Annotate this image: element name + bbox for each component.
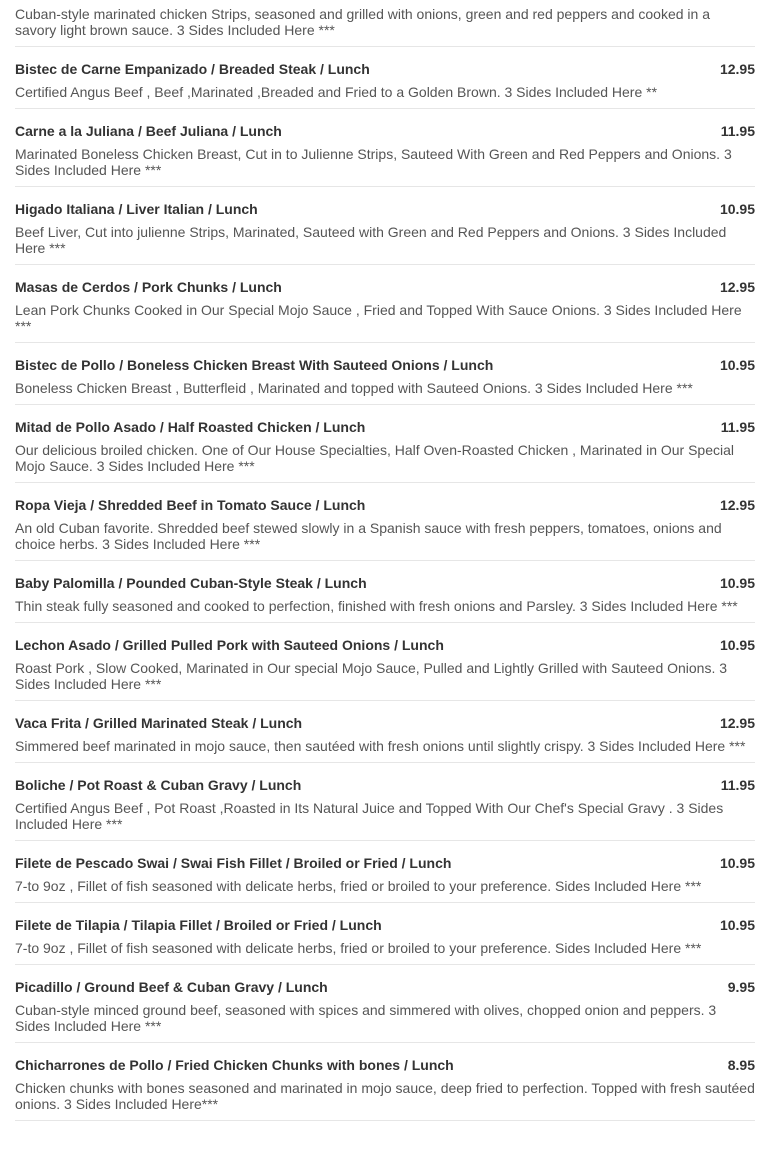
menu-item-description: Cuban-style marinated chicken Strips, seasoned and grilled with onions, green and red peppers and cooked in a savory light brown sauce. 3 Sides Included Here ***: [15, 6, 710, 38]
menu-item-name: Higado Italiana / Liver Italian / Lunch: [15, 201, 258, 217]
menu-item-price: 11.95: [720, 419, 755, 435]
menu-item-price: 12.95: [719, 61, 755, 77]
menu-item-header: [15, 357, 755, 373]
menu-item-name: Ropa Vieja / Shredded Beef in Tomato Sauce / Lunch: [15, 497, 366, 513]
menu-item-header: [15, 497, 755, 513]
menu-item-price: 12.95: [719, 497, 755, 513]
menu-item-description: Cuban-style minced ground beef, seasoned with spices and simmered with olives, chopped onion and peppers. 3 Sides Included Here ***: [15, 1002, 717, 1034]
menu-item-bistec-empanizado[interactable]: [15, 47, 755, 109]
menu-item-description: Chicken chunks with bones seasoned and marinated in mojo sauce, deep fried to perfection. Topped with fresh sautéed onions. 3 Sides Included Here***: [15, 1080, 755, 1112]
menu-item-header: [15, 637, 755, 653]
menu-item-masas-cerdo[interactable]: [15, 265, 755, 343]
menu-item-price: 10.95: [719, 575, 755, 591]
menu-item-header: [15, 61, 755, 77]
menu-item-chicharrones-pollo[interactable]: [15, 1043, 755, 1121]
menu-item-name: Carne a la Juliana / Beef Juliana / Lunch: [15, 123, 282, 139]
menu-item-header: [15, 575, 755, 591]
menu-item-description: An old Cuban favorite. Shredded beef stewed slowly in a Spanish sauce with fresh peppers, tomatoes, onions and choice herbs. 3 Sides Included Here ***: [15, 520, 722, 552]
menu-item-mitad-pollo-asado[interactable]: [15, 405, 755, 483]
menu-item-header: [15, 123, 755, 139]
menu-item-price: 10.95: [719, 855, 755, 871]
menu-item-name: Picadillo / Ground Beef & Cuban Gravy / Lunch: [15, 979, 328, 995]
menu-item-description: Thin steak fully seasoned and cooked to perfection, finished with fresh onions and Parsley. 3 Sides Included Here ***: [15, 598, 738, 614]
menu-item-header: [15, 777, 755, 793]
menu-item-ropa-vieja[interactable]: [15, 483, 755, 561]
menu-item-name: Vaca Frita / Grilled Marinated Steak / Lunch: [15, 715, 303, 731]
menu-item-price: 12.95: [719, 715, 755, 731]
menu-item-description: Marinated Boneless Chicken Breast, Cut in to Julienne Strips, Sauteed With Green and Red Peppers and Onions. 3 Sides Included Here ***: [15, 146, 732, 178]
menu-item-pollo-salteado[interactable]: [15, 0, 755, 47]
menu-item-description: Lean Pork Chunks Cooked in Our Special Mojo Sauce , Fried and Topped With Sauce Onions. 3 Sides Included Here ***: [15, 302, 742, 334]
menu-item-description: Certified Angus Beef , Beef ,Marinated ,Breaded and Fried to a Golden Brown. 3 Sides Included Here **: [15, 84, 658, 100]
menu-item-boliche[interactable]: [15, 763, 755, 841]
menu-item-header: [15, 419, 755, 435]
menu-item-name: Bistec de Pollo / Boneless Chicken Breast With Sauteed Onions / Lunch: [15, 357, 494, 373]
menu-item-name: Chicharrones de Pollo / Fried Chicken Chunks with bones / Lunch: [15, 1057, 454, 1073]
menu-item-header: [15, 1057, 755, 1073]
menu-item-higado-italiana[interactable]: [15, 187, 755, 265]
menu-item-vaca-frita[interactable]: [15, 701, 755, 763]
menu-item-price: 12.95: [719, 279, 755, 295]
menu-item-header: [15, 855, 755, 871]
menu-list: [15, 0, 755, 1121]
menu-item-filete-tilapia[interactable]: [15, 903, 755, 965]
menu-item-description: Boneless Chicken Breast , Butterfleid , Marinated and topped with Sauteed Onions. 3 Sides Included Here ***: [15, 380, 693, 396]
menu-item-description: Certified Angus Beef , Pot Roast ,Roasted in Its Natural Juice and Topped With Our Chef's Special Gravy . 3 Sides Included Here ***: [15, 800, 724, 832]
menu-item-baby-palomilla[interactable]: [15, 561, 755, 623]
menu-item-bistec-pollo[interactable]: [15, 343, 755, 405]
menu-item-picadillo[interactable]: [15, 965, 755, 1043]
menu-item-description: Roast Pork , Slow Cooked, Marinated in Our special Mojo Sauce, Pulled and Lightly Grilled with Sauteed Onions. 3 Sides Included Here ***: [15, 660, 728, 692]
menu-item-description: 7-to 9oz , Fillet of fish seasoned with delicate herbs, fried or broiled to your preference. Sides Included Here ***: [15, 940, 702, 956]
menu-item-header: [15, 279, 755, 295]
menu-item-name: Lechon Asado / Grilled Pulled Pork with Sauteed Onions / Lunch: [15, 637, 444, 653]
menu-item-price: 10.95: [719, 201, 755, 217]
menu-item-carne-juliana[interactable]: [15, 109, 755, 187]
menu-item-header: [15, 917, 755, 933]
menu-item-name: Masas de Cerdos / Pork Chunks / Lunch: [15, 279, 282, 295]
menu-item-description: Our delicious broiled chicken. One of Our House Specialties, Half Oven-Roasted Chicken , Marinated in Our Special Mojo Sauce. 3 Sides Included Here ***: [15, 442, 735, 474]
menu-item-name: Filete de Pescado Swai / Swai Fish Fillet / Broiled or Fried / Lunch: [15, 855, 452, 871]
menu-item-price: 10.95: [719, 917, 755, 933]
menu-item-description: Simmered beef marinated in mojo sauce, then sautéed with fresh onions until slightly crispy. 3 Sides Included Here ***: [15, 738, 746, 754]
menu-item-name: Bistec de Carne Empanizado / Breaded Steak / Lunch: [15, 61, 370, 77]
menu-item-price: 9.95: [727, 979, 755, 995]
menu-item-filete-swai[interactable]: [15, 841, 755, 903]
menu-item-description: 7-to 9oz , Fillet of fish seasoned with delicate herbs, fried or broiled to your preference. Sides Included Here ***: [15, 878, 702, 894]
menu-item-price: 10.95: [719, 637, 755, 653]
menu-item-price: 11.95: [720, 123, 755, 139]
menu-item-header: [15, 201, 755, 217]
menu-item-name: Boliche / Pot Roast & Cuban Gravy / Lunch: [15, 777, 302, 793]
menu-item-price: 10.95: [719, 357, 755, 373]
menu-item-header: [15, 715, 755, 731]
menu-item-name: Mitad de Pollo Asado / Half Roasted Chicken / Lunch: [15, 419, 366, 435]
menu-item-header: [15, 979, 755, 995]
menu-item-price: 11.95: [720, 777, 755, 793]
menu-item-lechon-asado[interactable]: [15, 623, 755, 701]
menu-item-description: Beef Liver, Cut into julienne Strips, Marinated, Sauteed with Green and Red Peppers and Onions. 3 Sides Included Here ***: [15, 224, 727, 256]
menu-item-name: Baby Palomilla / Pounded Cuban-Style Steak / Lunch: [15, 575, 367, 591]
menu-item-price: 8.95: [727, 1057, 755, 1073]
menu-item-name: Filete de Tilapia / Tilapia Fillet / Broiled or Fried / Lunch: [15, 917, 382, 933]
